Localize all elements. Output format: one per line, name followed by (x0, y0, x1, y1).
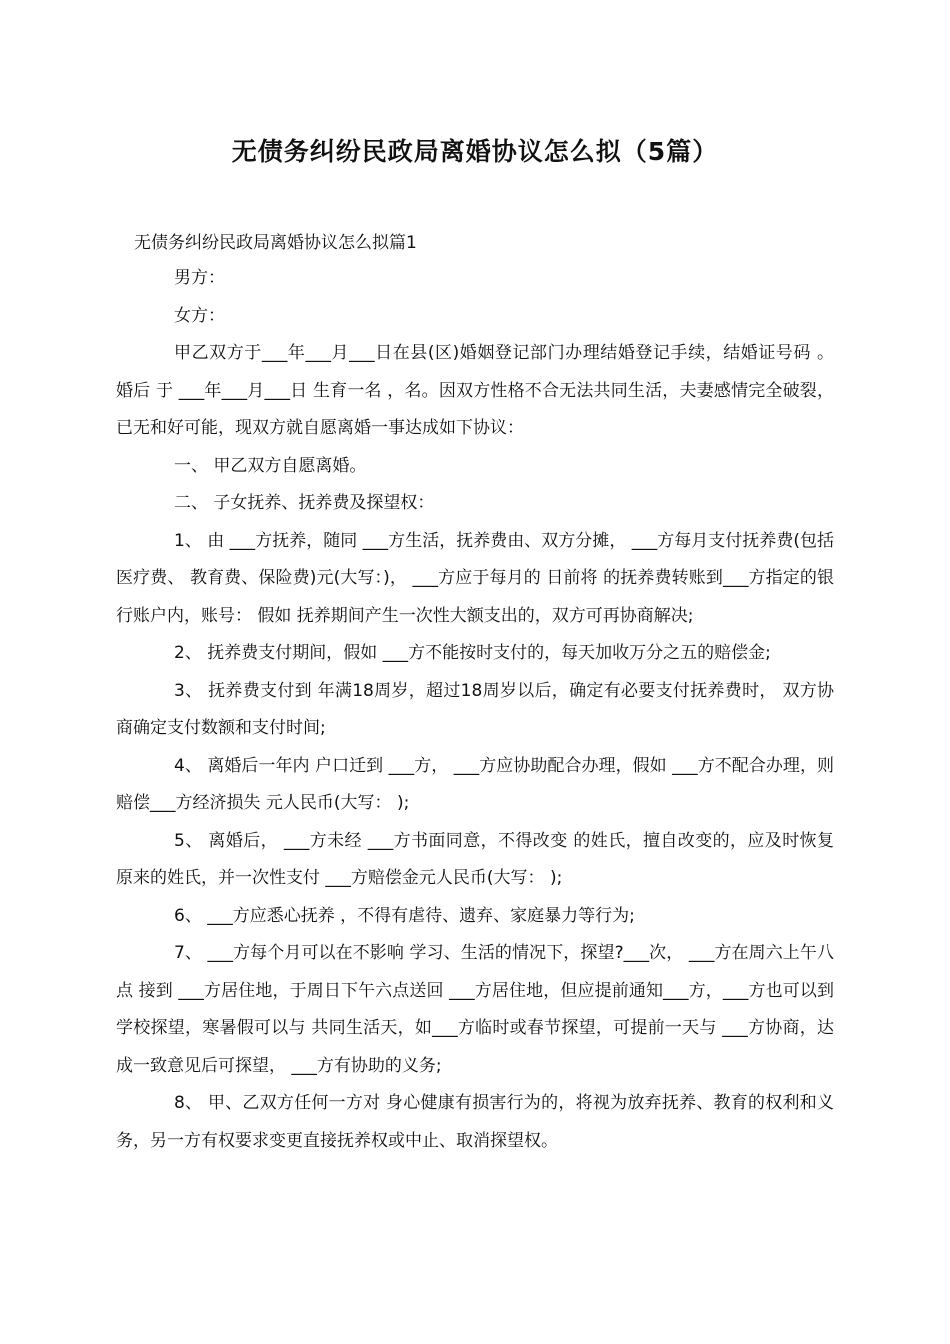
paragraph-item-1: 1、 由 ___方抚养，随同 ___方生活，抚养费由、双方分摊， ___方每月支付抚养费(包括医疗费、 教育费、保险费)元(大写：)， ___方应于每月的 日前将 的抚养费转账到___方指定的银行账户内，账号： 假如 抚养期间产生一次性大额支出的，双方可再协商解决; (116, 530, 834, 626)
paragraph-male-party: 男方： (174, 268, 225, 288)
paragraph-clause-2: 二、 子女抚养、抚养费及探望权： (174, 493, 435, 513)
paragraph-item-8: 8、 甲、乙双方任何一方对 身心健康有损害行为的，将视为放弃抚养、教育的权利和义务，另一方有权要求变更直接抚养权或中止、取消探望权。 (116, 1093, 834, 1151)
paragraph-item-5: 5、 离婚后， ___方未经 ___方书面同意，不得改变 的姓氏，擅自改变的，应及时恢复原来的姓氏，并一次性支付 ___方赔偿金元人民币(大写： ); (116, 830, 834, 888)
paragraph-item-4: 4、 离婚后一年内 户口迁到 ___方， ___方应协助配合办理，假如 ___方不配合办理，则赔偿___方经济损失 元人民币(大写： ); (116, 755, 834, 813)
paragraph-clause-1: 一、 甲乙双方自愿离婚。 (174, 455, 367, 476)
document-subtitle: 无债务纠纷民政局离婚协议怎么拟篇1 (134, 233, 417, 253)
paragraph-item-3: 3、 抚养费支付到 年满18周岁，超过18周岁以后，确定有必要支付抚养费时， 双方协商确定支付数额和支付时间; (116, 680, 834, 738)
paragraph-item-2: 2、 抚养费支付期间，假如 ___方不能按时支付的，每天加收万分之五的赔偿金; (174, 643, 771, 663)
document-body (116, 260, 834, 1160)
document-title: 无债务纠纷民政局离婚协议怎么拟（5篇） (231, 137, 719, 166)
paragraph-item-6: 6、 ___方应悉心抚养 ，不得有虐待、遗弃、家庭暴力等行为; (174, 905, 635, 926)
paragraph-female-party: 女方： (174, 305, 225, 326)
paragraph-item-7: 7、 ___方每个月可以在不影响 学习、生活的情况下，探望?___次， ___方在周六上午八点 接到 ___方居住地，于周日下午六点送回 ___方居住地，但应提前通知___方，___方也可以到学校探望，寒暑假可以与 共同生活天，如___方临时或春节探望，可提前一天与 ___方协商，达成一致意见后可探望， ___方有协助的义务; (116, 943, 834, 1076)
paragraph-marriage-info: 甲乙双方于___年___月___日在县(区)婚姻登记部门办理结婚登记手续，结婚证号码 。 婚后 于 ___年___月___日 生育一名 ，名。因双方性格不合无法共同生活，夫妻感情完全破裂，已无和好可能，现双方就自愿离婚一事达成如下协议： (116, 343, 834, 438)
